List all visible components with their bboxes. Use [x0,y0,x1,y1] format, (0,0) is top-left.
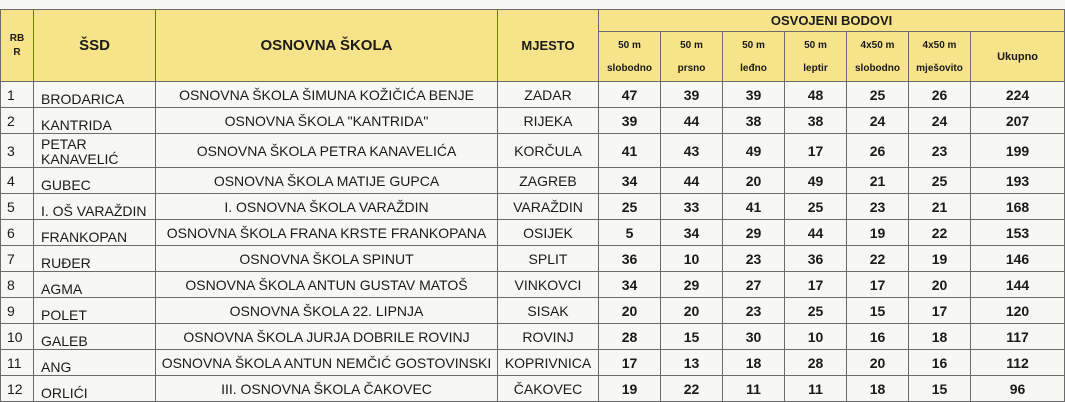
table-row [1,324,1065,350]
cell-ssd: BRODARICA [34,82,156,108]
cell-points: 17 [785,272,847,298]
cell-points: 5 [599,220,661,246]
cell-points: 49 [723,134,785,168]
cell-rbr: 7 [1,246,34,272]
cell-points: 41 [723,194,785,220]
cell-mjesto: RIJEKA [498,108,599,134]
cell-ssd: ANG [34,350,156,376]
cell-ssd: RUĐER [34,246,156,272]
cell-total: 224 [971,82,1065,108]
cell-mjesto: KOPRIVNICA [498,350,599,376]
cell-points: 44 [785,220,847,246]
header-osvojeni-bodovi: OSVOJENI BODOVI [599,10,1065,32]
cell-points: 21 [909,194,971,220]
cell-ssd: FRANKOPAN [34,220,156,246]
event-style: slobodno [855,62,900,74]
cell-points: 18 [723,350,785,376]
cell-points: 19 [909,246,971,272]
event-style: leđno [740,62,767,74]
cell-mjesto: ROVINJ [498,324,599,350]
cell-rbr: 2 [1,108,34,134]
cell-ssd: ORLIĆI [34,376,156,402]
cell-points: 11 [723,376,785,402]
cell-skola: OSNOVNA ŠKOLA SPINUT [156,246,498,272]
header-rbr-line1: RB [9,32,25,44]
cell-mjesto: ZAGREB [498,168,599,194]
cell-points: 11 [785,376,847,402]
cell-points: 24 [847,108,909,134]
cell-skola: OSNOVNA ŠKOLA ŠIMUNA KOŽIČIĆA BENJE [156,82,498,108]
cell-points: 21 [847,168,909,194]
table-row [1,108,1065,134]
cell-points: 43 [661,134,723,168]
cell-mjesto: OSIJEK [498,220,599,246]
cell-skola: OSNOVNA ŠKOLA ANTUN GUSTAV MATOŠ [156,272,498,298]
cell-rbr: 3 [1,134,34,168]
cell-skola: OSNOVNA ŠKOLA MATIJE GUPCA [156,168,498,194]
cell-mjesto: KORČULA [498,134,599,168]
event-distance: 50 m [618,39,641,51]
cell-points: 39 [599,108,661,134]
cell-rbr: 10 [1,324,34,350]
cell-points: 49 [785,168,847,194]
cell-total: 193 [971,168,1065,194]
cell-points: 29 [723,220,785,246]
table-row [1,350,1065,376]
cell-points: 18 [847,376,909,402]
event-style: mješovito [916,62,963,74]
cell-points: 27 [723,272,785,298]
cell-points: 36 [785,246,847,272]
cell-ssd: PETAR KANAVELIĆ [34,134,156,168]
cell-points: 17 [909,298,971,324]
cell-points: 23 [723,298,785,324]
table-row [1,194,1065,220]
cell-points: 25 [785,194,847,220]
cell-points: 33 [661,194,723,220]
cell-points: 25 [909,168,971,194]
cell-points: 17 [785,134,847,168]
cell-points: 10 [661,246,723,272]
cell-points: 48 [785,82,847,108]
cell-points: 25 [599,194,661,220]
event-distance: 50 m [742,39,765,51]
table-row [1,220,1065,246]
cell-points: 39 [723,82,785,108]
header-event-3 [723,32,785,82]
results-table [0,9,1065,402]
cell-total: 96 [971,376,1065,402]
cell-total: 199 [971,134,1065,168]
header-mjesto: MJESTO [498,10,599,82]
cell-skola: OSNOVNA ŠKOLA FRANA KRSTE FRANKOPANA [156,220,498,246]
header-event-6 [909,32,971,82]
cell-points: 22 [661,376,723,402]
cell-points: 20 [847,350,909,376]
cell-total: 168 [971,194,1065,220]
cell-total: 112 [971,350,1065,376]
event-distance: 4x50 m [922,39,957,51]
cell-skola: I. OSNOVNA ŠKOLA VARAŽDIN [156,194,498,220]
cell-points: 44 [661,168,723,194]
cell-points: 23 [847,194,909,220]
cell-ssd: KANTRIDA [34,108,156,134]
cell-rbr: 4 [1,168,34,194]
cell-points: 16 [909,350,971,376]
cell-mjesto: SPLIT [498,246,599,272]
cell-ssd: I. OŠ VARAŽDIN [34,194,156,220]
cell-skola: III. OSNOVNA ŠKOLA ČAKOVEC [156,376,498,402]
cell-total: 144 [971,272,1065,298]
cell-points: 17 [847,272,909,298]
cell-skola: OSNOVNA ŠKOLA "KANTRIDA" [156,108,498,134]
event-style: leptir [803,62,828,74]
cell-points: 44 [661,108,723,134]
table-row [1,272,1065,298]
cell-points: 26 [909,82,971,108]
cell-points: 26 [847,134,909,168]
cell-points: 23 [909,134,971,168]
cell-mjesto: VINKOVCI [498,272,599,298]
table-row [1,298,1065,324]
header-event-1 [599,32,661,82]
cell-rbr: 11 [1,350,34,376]
cell-points: 34 [599,272,661,298]
cell-total: 207 [971,108,1065,134]
cell-skola: OSNOVNA ŠKOLA JURJA DOBRILE ROVINJ [156,324,498,350]
cell-points: 15 [909,376,971,402]
cell-skola: OSNOVNA ŠKOLA PETRA KANAVELIĆA [156,134,498,168]
cell-rbr: 5 [1,194,34,220]
header-row-top [1,10,1065,32]
header-event-5 [847,32,909,82]
cell-points: 36 [599,246,661,272]
cell-points: 22 [909,220,971,246]
event-distance: 50 m [804,39,827,51]
cell-skola: OSNOVNA ŠKOLA 22. LIPNJA [156,298,498,324]
cell-points: 20 [599,298,661,324]
cell-ssd: GALEB [34,324,156,350]
cell-points: 15 [847,298,909,324]
cell-ssd: POLET [34,298,156,324]
cell-points: 28 [785,350,847,376]
cell-points: 20 [909,272,971,298]
event-style: slobodno [607,62,652,74]
table-row [1,134,1065,168]
cell-points: 38 [785,108,847,134]
cell-rbr: 1 [1,82,34,108]
cell-points: 39 [661,82,723,108]
header-event-2 [661,32,723,82]
table-row [1,246,1065,272]
header-rbr [1,10,34,82]
cell-points: 47 [599,82,661,108]
cell-points: 19 [599,376,661,402]
cell-points: 22 [847,246,909,272]
cell-points: 30 [723,324,785,350]
cell-mjesto: ZADAR [498,82,599,108]
table-row [1,376,1065,402]
cell-points: 13 [661,350,723,376]
cell-points: 24 [909,108,971,134]
header-event-4 [785,32,847,82]
cell-mjesto: VARAŽDIN [498,194,599,220]
cell-points: 17 [599,350,661,376]
table-row [1,82,1065,108]
header-rbr-line2: R [13,46,21,58]
cell-points: 25 [847,82,909,108]
cell-total: 146 [971,246,1065,272]
cell-points: 18 [909,324,971,350]
cell-points: 38 [723,108,785,134]
header-ssd: ŠSD [34,10,156,82]
cell-total: 117 [971,324,1065,350]
cell-points: 20 [661,298,723,324]
cell-points: 29 [661,272,723,298]
cell-points: 19 [847,220,909,246]
header-ukupno: Ukupno [971,32,1065,82]
cell-rbr: 6 [1,220,34,246]
cell-rbr: 8 [1,272,34,298]
cell-mjesto: SISAK [498,298,599,324]
cell-total: 120 [971,298,1065,324]
cell-points: 41 [599,134,661,168]
header-skola: OSNOVNA ŠKOLA [156,10,498,82]
cell-points: 34 [599,168,661,194]
cell-points: 34 [661,220,723,246]
cell-rbr: 12 [1,376,34,402]
cell-ssd: AGMA [34,272,156,298]
cell-skola: OSNOVNA ŠKOLA ANTUN NEMČIĆ GOSTOVINSKI [156,350,498,376]
event-distance: 4x50 m [860,39,895,51]
cell-ssd: GUBEC [34,168,156,194]
cell-points: 15 [661,324,723,350]
cell-points: 10 [785,324,847,350]
cell-total: 153 [971,220,1065,246]
cell-points: 20 [723,168,785,194]
cell-points: 23 [723,246,785,272]
cell-mjesto: ČAKOVEC [498,376,599,402]
cell-points: 25 [785,298,847,324]
cell-points: 16 [847,324,909,350]
cell-points: 28 [599,324,661,350]
event-distance: 50 m [680,39,703,51]
event-style: prsno [677,62,706,74]
cell-rbr: 9 [1,298,34,324]
table-row [1,168,1065,194]
